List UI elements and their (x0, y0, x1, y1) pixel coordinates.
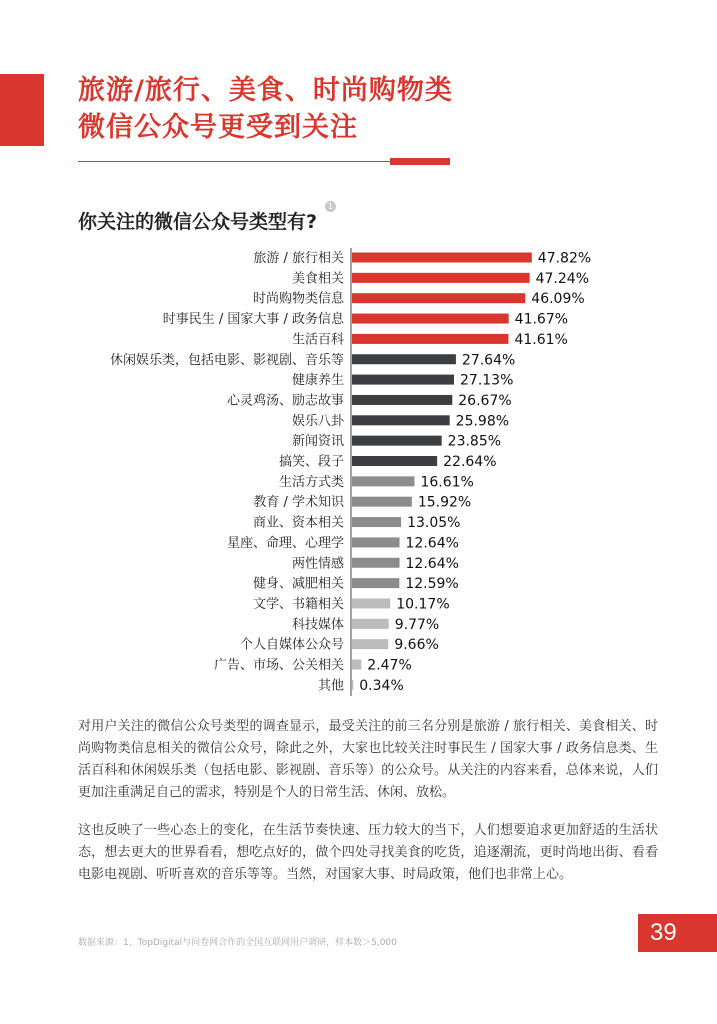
category-label: 搞笑、段子 (278, 454, 344, 470)
value-label: 23.85% (447, 433, 502, 450)
bar (352, 375, 454, 385)
bar (352, 253, 532, 263)
category-label: 商业、资本相关 (252, 515, 344, 531)
category-label: 个人自媒体公众号 (239, 637, 344, 653)
value-label: 47.24% (535, 270, 590, 287)
value-label: 12.59% (405, 576, 459, 593)
bar (352, 558, 400, 568)
bar-chart (0, 240, 717, 700)
bar (352, 456, 437, 466)
value-label: 9.77% (394, 616, 440, 633)
bar (352, 476, 414, 486)
value-label: 41.67% (514, 311, 569, 328)
bar (352, 334, 508, 344)
bar (352, 537, 400, 547)
bar (352, 680, 353, 690)
title-line-2: 微信公众号更受到关注 (78, 112, 358, 143)
page-title (78, 72, 453, 146)
category-label: 旅游 / 旅行相关 (253, 251, 344, 266)
value-label: 2.47% (367, 657, 412, 674)
bar (352, 314, 509, 324)
category-label: 心灵鸡汤、励志故事 (226, 393, 344, 409)
value-label: 0.34% (359, 677, 404, 694)
page-number: 39 (638, 914, 717, 952)
category-label: 生活百科 (291, 332, 344, 348)
category-label: 美食相关 (291, 271, 344, 287)
bar (352, 436, 442, 446)
value-label: 10.17% (396, 596, 450, 613)
value-label: 27.13% (460, 372, 514, 389)
value-label: 9.66% (394, 637, 439, 654)
value-label: 47.82% (537, 250, 592, 267)
bar (352, 395, 452, 405)
value-label: 16.61% (420, 474, 474, 491)
footnote-marker: 1 (325, 201, 336, 212)
category-label: 文学、书籍相关 (252, 596, 344, 612)
chart-title: 你关注的微信公众号类型有? (78, 211, 318, 233)
data-source-note: 数据来源：1、TopDigital与问卷网合作的全国互联网用户调研，样本数＞5,000 (78, 938, 397, 948)
bar (352, 415, 450, 425)
value-label: 13.05% (407, 515, 461, 532)
category-label: 教育 / 学术知识 (253, 495, 344, 511)
value-label: 25.98% (455, 413, 510, 430)
bar (352, 619, 389, 629)
bar (352, 639, 388, 649)
bar (352, 578, 399, 588)
category-label: 广告、市场、公关相关 (213, 658, 344, 673)
value-label: 46.09% (531, 291, 585, 308)
value-label: 27.64% (461, 352, 516, 369)
accent-block (0, 74, 44, 146)
title-line-1: 旅游/旅行、美食、时尚购物类 (78, 75, 453, 106)
category-label: 时尚购物类信息 (252, 291, 344, 307)
bar (352, 497, 412, 507)
category-label: 健康养生 (291, 373, 344, 389)
title-accent-bar (390, 158, 450, 165)
bar (352, 598, 390, 608)
category-label: 娱乐八卦 (291, 413, 344, 429)
value-label: 12.64% (405, 555, 459, 572)
category-label: 科技媒体 (291, 617, 344, 633)
category-label: 星座、命理、心理学 (226, 535, 344, 551)
paragraph-1: 对用户关注的微信公众号类型的调查显示，最受关注的前三名分别是旅游 / 旅行相关、美食相关、时尚购物类信息相关的微信公众号，除此之外，大家也比较关注时事民生 / 国家大事 / 政务信息类、生活百科和休闲娱乐类（包括电影、影视剧、音乐等）的公众号。从关注的内容来看，总体来说，人们更加注重满足自己的需求，特别是个人的日常生活、休闲、放松。 (78, 719, 658, 800)
bar (352, 660, 361, 670)
category-label: 生活方式类 (278, 474, 344, 490)
category-label: 时事民生 / 国家大事 / 政务信息 (162, 312, 344, 328)
bar (352, 517, 401, 527)
category-label: 休闲娱乐类，包括电影、影视剧、音乐等 (109, 352, 344, 368)
bar (352, 273, 530, 283)
title-underline (78, 161, 390, 162)
value-label: 41.61% (514, 331, 568, 348)
category-label: 两性情感 (291, 556, 344, 572)
category-label: 健身、减肥相关 (252, 576, 344, 592)
bar (352, 293, 525, 303)
value-label: 22.64% (443, 454, 497, 470)
category-label: 新闻资讯 (291, 434, 344, 450)
paragraph-2: 这也反映了一些心态上的变化，在生活节奏快速、压力较大的当下，人们想要追求更加舒适的生活状态，想去更大的世界看看，想吃点好的，做个四处寻找美食的吃货，追逐潮流，更时尚地出街、看看电影电视剧、听听喜欢的音乐等等。当然，对国家大事、时局政策，他们也非常上心。 (78, 823, 658, 882)
value-label: 12.64% (405, 535, 459, 552)
value-label: 15.92% (417, 494, 472, 511)
bar (352, 354, 456, 364)
value-label: 26.67% (458, 392, 512, 409)
category-label: 其他 (317, 678, 344, 694)
